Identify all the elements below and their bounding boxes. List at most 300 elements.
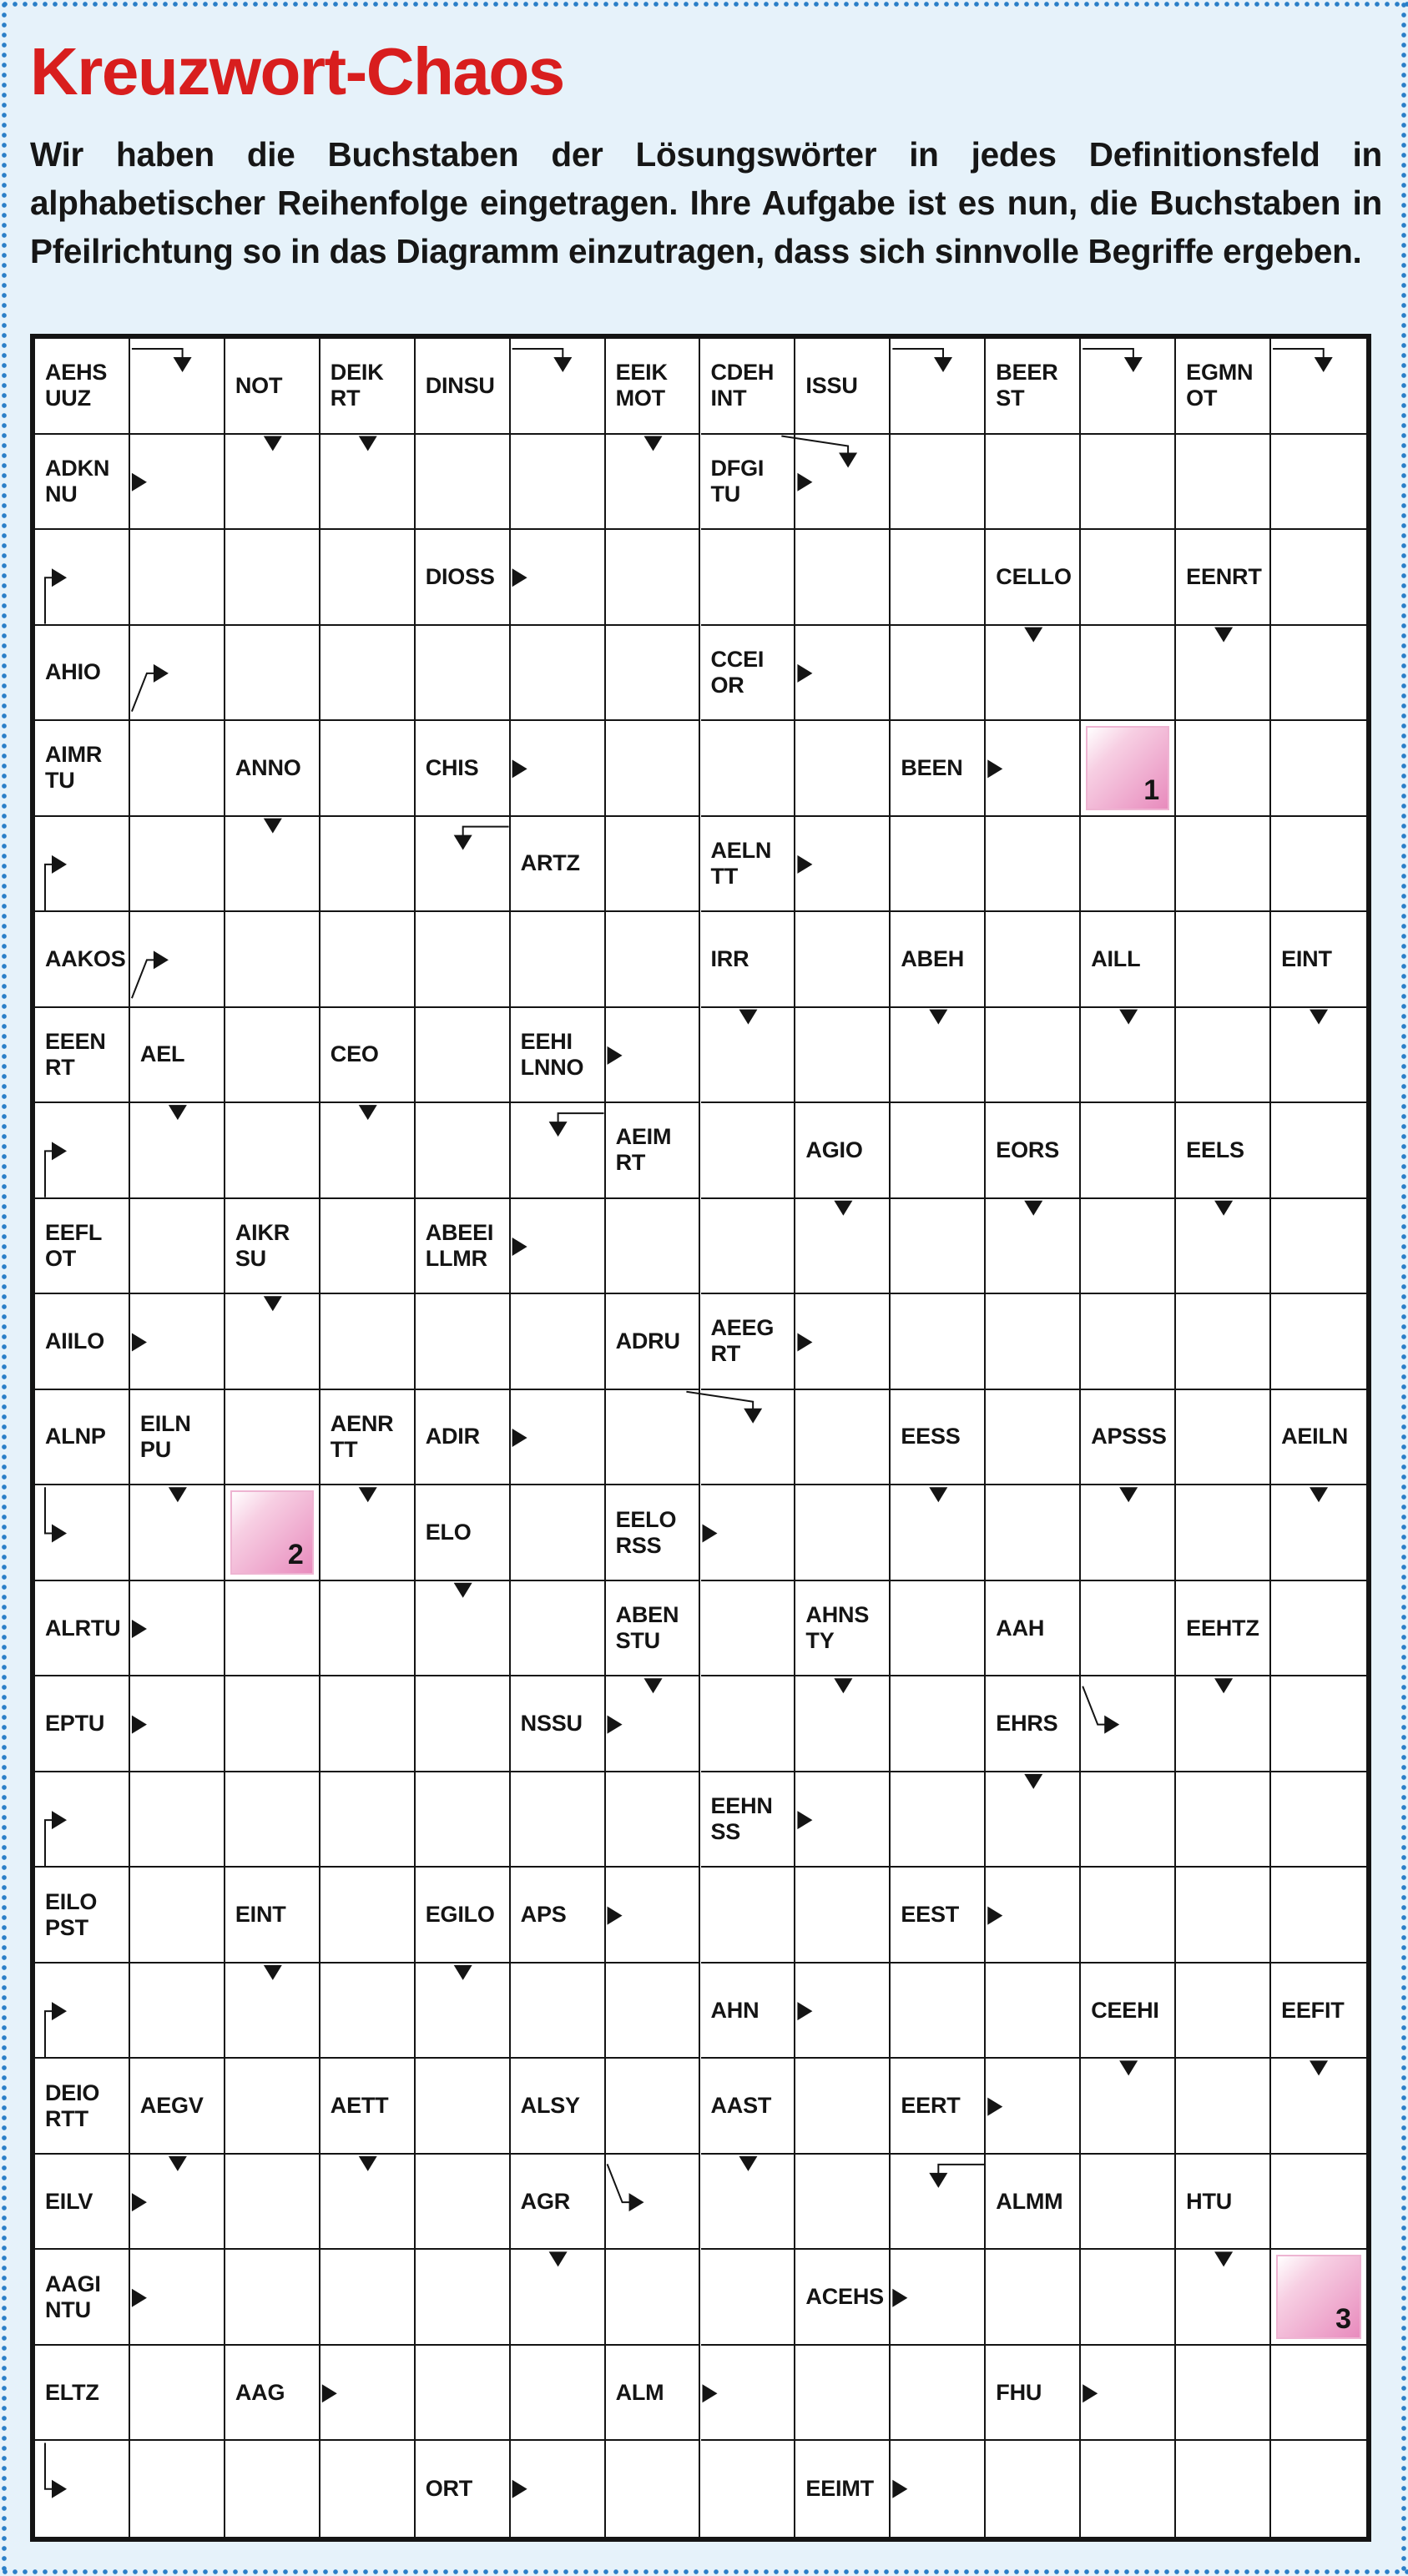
answer-cell[interactable] — [701, 1676, 796, 1772]
answer-cell[interactable] — [1081, 435, 1176, 531]
answer-cell[interactable] — [130, 2155, 225, 2251]
answer-cell[interactable] — [986, 2441, 1081, 2537]
answer-cell[interactable] — [130, 1868, 225, 1964]
answer-cell[interactable] — [986, 1199, 1081, 1295]
clue-letters: AEIM RT — [615, 1124, 672, 1176]
answer-cell[interactable] — [795, 721, 891, 817]
answer-cell[interactable] — [795, 1294, 891, 1390]
answer-cell[interactable] — [606, 2155, 701, 2251]
answer-cell[interactable] — [606, 1390, 701, 1486]
answer-cell[interactable] — [1271, 2346, 1366, 2442]
answer-cell[interactable] — [701, 1103, 796, 1199]
answer-cell[interactable] — [701, 2250, 796, 2346]
clue-letters: AIILO — [45, 1328, 104, 1354]
answer-cell[interactable] — [130, 1581, 225, 1677]
answer-cell[interactable] — [1081, 1199, 1176, 1295]
answer-cell[interactable] — [986, 1868, 1081, 1964]
answer-cell[interactable] — [1176, 1294, 1271, 1390]
answer-cell[interactable] — [1176, 435, 1271, 531]
answer-cell[interactable] — [1271, 1868, 1366, 1964]
answer-cell[interactable] — [1176, 1964, 1271, 2059]
answer-cell[interactable] — [320, 435, 416, 531]
answer-cell[interactable] — [35, 1964, 130, 2059]
clue-letters: ALSY — [520, 2093, 580, 2119]
answer-cell[interactable] — [130, 721, 225, 817]
answer-cell[interactable] — [320, 626, 416, 722]
answer-cell[interactable] — [225, 817, 320, 913]
answer-cell[interactable] — [701, 2346, 796, 2442]
answer-cell[interactable] — [511, 1390, 606, 1486]
answer-cell[interactable] — [1271, 1581, 1366, 1677]
answer-cell[interactable] — [225, 1008, 320, 1104]
answer-cell[interactable] — [606, 2441, 701, 2537]
answer-cell[interactable] — [891, 1199, 986, 1295]
answer-cell[interactable] — [1271, 435, 1366, 531]
answer-cell[interactable] — [701, 1868, 796, 1964]
answer-cell[interactable] — [1176, 2250, 1271, 2346]
clue-cell — [35, 721, 130, 817]
clue-cell — [986, 1103, 1081, 1199]
answer-cell[interactable] — [130, 2346, 225, 2442]
clue-letters: CEO — [330, 1041, 379, 1067]
answer-cell[interactable] — [320, 1581, 416, 1677]
answer-cell[interactable] — [35, 2441, 130, 2537]
answer-cell[interactable] — [1176, 1199, 1271, 1295]
answer-cell[interactable] — [320, 1964, 416, 2059]
answer-cell[interactable] — [1176, 1676, 1271, 1772]
answer-cell[interactable] — [130, 1294, 225, 1390]
answer-cell[interactable] — [511, 2441, 606, 2537]
answer-cell[interactable] — [986, 1485, 1081, 1581]
answer-cell[interactable] — [795, 530, 891, 626]
answer-cell[interactable] — [891, 1772, 986, 1868]
answer-cell[interactable] — [225, 1294, 320, 1390]
answer-cell[interactable] — [416, 1008, 511, 1104]
solution-number: 3 — [1335, 2302, 1351, 2335]
answer-cell[interactable] — [416, 1581, 511, 1677]
answer-cell[interactable] — [891, 1103, 986, 1199]
solution-cell[interactable] — [225, 1485, 320, 1581]
answer-cell[interactable] — [511, 1103, 606, 1199]
clue-cell — [606, 1103, 701, 1199]
answer-cell[interactable] — [1271, 1103, 1366, 1199]
answer-cell[interactable] — [1081, 1868, 1176, 1964]
answer-cell[interactable] — [795, 2346, 891, 2442]
answer-cell[interactable] — [606, 2059, 701, 2155]
answer-cell[interactable] — [511, 1581, 606, 1677]
answer-cell[interactable] — [701, 1390, 796, 1486]
answer-cell[interactable] — [511, 2346, 606, 2442]
clue-letters: AHIO — [45, 659, 101, 685]
answer-cell[interactable] — [1081, 1581, 1176, 1677]
clue-cell — [1271, 1964, 1366, 2059]
answer-cell[interactable] — [320, 721, 416, 817]
clue-cell — [1081, 1964, 1176, 2059]
clue-letters: EGILO — [425, 1902, 495, 1928]
answer-cell[interactable] — [225, 1581, 320, 1677]
answer-cell[interactable] — [606, 2250, 701, 2346]
answer-cell[interactable] — [986, 2059, 1081, 2155]
answer-cell[interactable] — [130, 1103, 225, 1199]
answer-cell[interactable] — [225, 1964, 320, 2059]
answer-cell[interactable] — [606, 1868, 701, 1964]
clue-letters: EENRT — [1186, 563, 1262, 589]
answer-cell[interactable] — [891, 2250, 986, 2346]
answer-cell[interactable] — [891, 530, 986, 626]
clue-letters: ADKN NU — [45, 455, 110, 507]
answer-cell[interactable] — [795, 1964, 891, 2059]
answer-cell[interactable] — [416, 1103, 511, 1199]
answer-cell[interactable] — [130, 1964, 225, 2059]
clue-letters: BEER ST — [996, 360, 1058, 411]
answer-cell[interactable] — [986, 626, 1081, 722]
answer-cell[interactable] — [1271, 721, 1366, 817]
answer-cell[interactable] — [1176, 1390, 1271, 1486]
clue-cell — [320, 1390, 416, 1486]
clue-cell — [1176, 530, 1271, 626]
clue-letters: EILN PU — [139, 1410, 191, 1462]
clue-letters: ABEN STU — [615, 1602, 679, 1654]
answer-cell[interactable] — [1271, 817, 1366, 913]
clue-letters: DFGI TU — [710, 455, 765, 507]
clue-cell — [225, 1199, 320, 1295]
answer-cell[interactable] — [1176, 626, 1271, 722]
clue-cell — [701, 817, 796, 913]
answer-cell[interactable] — [416, 2059, 511, 2155]
answer-cell[interactable] — [986, 1772, 1081, 1868]
answer-cell[interactable] — [891, 626, 986, 722]
answer-cell[interactable] — [1081, 1103, 1176, 1199]
answer-cell[interactable] — [606, 1964, 701, 2059]
answer-cell[interactable] — [891, 2346, 986, 2442]
answer-cell[interactable] — [891, 1294, 986, 1390]
answer-cell[interactable] — [701, 2441, 796, 2537]
answer-cell[interactable] — [320, 2441, 416, 2537]
dotted-border-top — [0, 0, 1408, 8]
answer-cell[interactable] — [1081, 1676, 1176, 1772]
answer-cell[interactable] — [891, 339, 986, 435]
answer-cell[interactable] — [511, 530, 606, 626]
answer-cell[interactable] — [416, 817, 511, 913]
clue-cell — [35, 1676, 130, 1772]
answer-cell[interactable] — [795, 2059, 891, 2155]
answer-cell[interactable] — [1176, 1868, 1271, 1964]
answer-cell[interactable] — [891, 1676, 986, 1772]
answer-cell[interactable] — [1271, 1485, 1366, 1581]
answer-cell[interactable] — [701, 1485, 796, 1581]
solution-cell[interactable] — [1271, 2250, 1366, 2346]
answer-cell[interactable] — [35, 1772, 130, 1868]
answer-cell[interactable] — [130, 626, 225, 722]
clue-cell — [35, 435, 130, 531]
clue-cell — [35, 1008, 130, 1104]
answer-cell[interactable] — [795, 2155, 891, 2251]
answer-cell[interactable] — [320, 817, 416, 913]
answer-cell[interactable] — [320, 530, 416, 626]
dotted-border-left — [0, 0, 8, 2576]
answer-cell[interactable] — [225, 2250, 320, 2346]
answer-cell[interactable] — [416, 2250, 511, 2346]
answer-cell[interactable] — [1081, 1294, 1176, 1390]
answer-cell[interactable] — [225, 1772, 320, 1868]
answer-cell[interactable] — [130, 2250, 225, 2346]
answer-cell[interactable] — [320, 1868, 416, 1964]
answer-cell[interactable] — [795, 626, 891, 722]
answer-cell[interactable] — [606, 1676, 701, 1772]
clue-letters: AHN — [710, 1997, 760, 2023]
answer-cell[interactable] — [701, 2155, 796, 2251]
answer-cell[interactable] — [416, 435, 511, 531]
answer-cell[interactable] — [606, 817, 701, 913]
clue-cell — [795, 339, 891, 435]
answer-cell[interactable] — [130, 817, 225, 913]
answer-cell[interactable] — [606, 435, 701, 531]
answer-cell[interactable] — [225, 2155, 320, 2251]
clue-letters: FHU — [996, 2379, 1042, 2405]
answer-cell[interactable] — [511, 1294, 606, 1390]
answer-cell[interactable] — [1176, 1008, 1271, 1104]
clue-letters: EEHTZ — [1186, 1615, 1259, 1641]
answer-cell[interactable] — [795, 1868, 891, 1964]
answer-cell[interactable] — [891, 817, 986, 913]
answer-cell[interactable] — [606, 530, 701, 626]
answer-cell[interactable] — [416, 912, 511, 1008]
answer-cell[interactable] — [225, 1103, 320, 1199]
answer-cell[interactable] — [511, 626, 606, 722]
answer-cell[interactable] — [416, 1772, 511, 1868]
answer-cell[interactable] — [320, 1199, 416, 1295]
answer-cell[interactable] — [225, 2059, 320, 2155]
answer-cell[interactable] — [1081, 2250, 1176, 2346]
answer-cell[interactable] — [416, 2155, 511, 2251]
answer-cell[interactable] — [1271, 339, 1366, 435]
answer-cell[interactable] — [511, 721, 606, 817]
answer-cell[interactable] — [320, 1485, 416, 1581]
answer-cell[interactable] — [986, 1964, 1081, 2059]
clue-cell — [986, 530, 1081, 626]
answer-cell[interactable] — [1081, 626, 1176, 722]
answer-cell[interactable] — [130, 2441, 225, 2537]
answer-cell[interactable] — [225, 530, 320, 626]
answer-cell[interactable] — [891, 1008, 986, 1104]
answer-cell[interactable] — [511, 1772, 606, 1868]
answer-cell[interactable] — [986, 912, 1081, 1008]
answer-cell[interactable] — [1081, 530, 1176, 626]
answer-cell[interactable] — [1271, 1676, 1366, 1772]
answer-cell[interactable] — [320, 2250, 416, 2346]
clue-letters: AGR — [520, 2188, 571, 2214]
clue-cell — [511, 2059, 606, 2155]
answer-cell[interactable] — [511, 435, 606, 531]
answer-cell[interactable] — [795, 1485, 891, 1581]
clue-letters: AAG — [235, 2379, 285, 2405]
answer-cell[interactable] — [130, 1772, 225, 1868]
answer-cell[interactable] — [606, 912, 701, 1008]
answer-cell[interactable] — [891, 1485, 986, 1581]
answer-cell[interactable] — [130, 1199, 225, 1295]
solution-cell[interactable] — [1081, 721, 1176, 817]
answer-cell[interactable] — [35, 817, 130, 913]
answer-cell[interactable] — [1081, 2346, 1176, 2442]
answer-cell[interactable] — [1271, 530, 1366, 626]
clue-cell — [35, 2250, 130, 2346]
answer-cell[interactable] — [130, 530, 225, 626]
answer-cell[interactable] — [35, 530, 130, 626]
clue-letters: EINT — [235, 1902, 286, 1928]
clue-cell — [416, 721, 511, 817]
answer-cell[interactable] — [1081, 339, 1176, 435]
answer-cell[interactable] — [701, 721, 796, 817]
answer-cell[interactable] — [320, 1103, 416, 1199]
answer-cell[interactable] — [891, 2155, 986, 2251]
answer-cell[interactable] — [1271, 1199, 1366, 1295]
dotted-border-right — [1400, 0, 1408, 2576]
clue-letters: AEILN — [1281, 1424, 1349, 1449]
answer-cell[interactable] — [795, 1390, 891, 1486]
answer-cell[interactable] — [511, 2250, 606, 2346]
answer-cell[interactable] — [1271, 2155, 1366, 2251]
answer-cell[interactable] — [795, 817, 891, 913]
answer-cell[interactable] — [130, 435, 225, 531]
answer-cell[interactable] — [795, 1676, 891, 1772]
answer-cell[interactable] — [35, 1103, 130, 1199]
answer-cell[interactable] — [1081, 1008, 1176, 1104]
clue-letters: DEIK RT — [330, 360, 384, 411]
answer-cell[interactable] — [795, 1772, 891, 1868]
answer-cell[interactable] — [511, 912, 606, 1008]
clue-letters: ABEH — [901, 945, 965, 971]
answer-cell[interactable] — [606, 1772, 701, 1868]
clue-letters: EEIMT — [805, 2476, 874, 2502]
answer-cell[interactable] — [225, 1390, 320, 1486]
answer-cell[interactable] — [416, 1676, 511, 1772]
answer-cell[interactable] — [606, 1199, 701, 1295]
answer-cell[interactable] — [701, 1008, 796, 1104]
answer-cell[interactable] — [225, 626, 320, 722]
answer-cell[interactable] — [795, 435, 891, 531]
clue-letters: NOT — [235, 372, 283, 398]
answer-cell[interactable] — [1271, 2059, 1366, 2155]
answer-cell[interactable] — [986, 435, 1081, 531]
answer-cell[interactable] — [1081, 2441, 1176, 2537]
answer-cell[interactable] — [891, 2441, 986, 2537]
answer-cell[interactable] — [1271, 1008, 1366, 1104]
clue-cell — [35, 2155, 130, 2251]
answer-cell[interactable] — [1081, 817, 1176, 913]
answer-cell[interactable] — [1271, 2441, 1366, 2537]
answer-cell[interactable] — [1176, 817, 1271, 913]
answer-cell[interactable] — [225, 2441, 320, 2537]
answer-cell[interactable] — [1271, 1294, 1366, 1390]
answer-cell[interactable] — [1271, 626, 1366, 722]
answer-cell[interactable] — [1271, 1772, 1366, 1868]
answer-cell[interactable] — [320, 2346, 416, 2442]
answer-cell[interactable] — [511, 1199, 606, 1295]
answer-cell[interactable] — [1081, 2059, 1176, 2155]
answer-cell[interactable] — [1081, 1772, 1176, 1868]
answer-cell[interactable] — [1081, 2155, 1176, 2251]
answer-cell[interactable] — [986, 721, 1081, 817]
clue-letters: EERT — [901, 2093, 961, 2119]
answer-cell[interactable] — [606, 626, 701, 722]
clue-cell — [225, 339, 320, 435]
answer-cell[interactable] — [511, 1964, 606, 2059]
clue-cell — [701, 339, 796, 435]
answer-cell[interactable] — [1176, 721, 1271, 817]
clue-letters: AENR TT — [330, 1410, 394, 1462]
answer-cell[interactable] — [986, 2250, 1081, 2346]
answer-cell[interactable] — [891, 435, 986, 531]
answer-cell[interactable] — [416, 2346, 511, 2442]
clue-letters: EILO PST — [45, 1888, 98, 1940]
answer-cell[interactable] — [891, 1581, 986, 1677]
answer-cell[interactable] — [320, 1294, 416, 1390]
clue-letters: EHRS — [996, 1711, 1058, 1737]
answer-cell[interactable] — [1081, 1485, 1176, 1581]
answer-cell[interactable] — [986, 1294, 1081, 1390]
clue-letters: EORS — [996, 1137, 1059, 1162]
answer-cell[interactable] — [606, 1008, 701, 1104]
answer-cell[interactable] — [1176, 2346, 1271, 2442]
answer-cell[interactable] — [225, 435, 320, 531]
answer-cell[interactable] — [1176, 912, 1271, 1008]
answer-cell[interactable] — [225, 1676, 320, 1772]
answer-cell[interactable] — [795, 1008, 891, 1104]
answer-cell[interactable] — [320, 2155, 416, 2251]
answer-cell[interactable] — [320, 1772, 416, 1868]
answer-cell[interactable] — [986, 817, 1081, 913]
answer-cell[interactable] — [1176, 1485, 1271, 1581]
answer-cell[interactable] — [130, 912, 225, 1008]
answer-cell[interactable] — [511, 1485, 606, 1581]
clue-letters: AIKR SU — [235, 1219, 290, 1271]
answer-cell[interactable] — [416, 1964, 511, 2059]
clue-letters: EEST — [901, 1902, 960, 1928]
answer-cell[interactable] — [986, 1390, 1081, 1486]
answer-cell[interactable] — [606, 721, 701, 817]
clue-letters: ARTZ — [520, 850, 580, 876]
answer-cell[interactable] — [225, 912, 320, 1008]
answer-cell[interactable] — [795, 912, 891, 1008]
clue-letters: CDEH INT — [710, 360, 775, 411]
clue-cell — [1081, 1390, 1176, 1486]
answer-cell[interactable] — [986, 1008, 1081, 1104]
answer-cell[interactable] — [416, 626, 511, 722]
solution-number: 2 — [287, 1538, 304, 1570]
answer-cell[interactable] — [130, 1676, 225, 1772]
clue-letters: CELLO — [996, 563, 1072, 589]
clue-cell — [606, 2346, 701, 2442]
answer-cell[interactable] — [35, 1485, 130, 1581]
answer-cell[interactable] — [511, 339, 606, 435]
answer-cell[interactable] — [701, 1581, 796, 1677]
answer-cell[interactable] — [1176, 2441, 1271, 2537]
clue-cell — [606, 1581, 701, 1677]
answer-cell[interactable] — [130, 1485, 225, 1581]
answer-cell[interactable] — [130, 339, 225, 435]
answer-cell[interactable] — [1176, 1772, 1271, 1868]
answer-cell[interactable] — [416, 1294, 511, 1390]
clue-cell — [986, 2155, 1081, 2251]
answer-cell[interactable] — [320, 912, 416, 1008]
answer-cell[interactable] — [320, 1676, 416, 1772]
answer-cell[interactable] — [795, 1199, 891, 1295]
answer-cell[interactable] — [701, 530, 796, 626]
answer-cell[interactable] — [891, 1964, 986, 2059]
answer-cell[interactable] — [1176, 2059, 1271, 2155]
clue-cell — [701, 435, 796, 531]
answer-cell[interactable] — [701, 1199, 796, 1295]
